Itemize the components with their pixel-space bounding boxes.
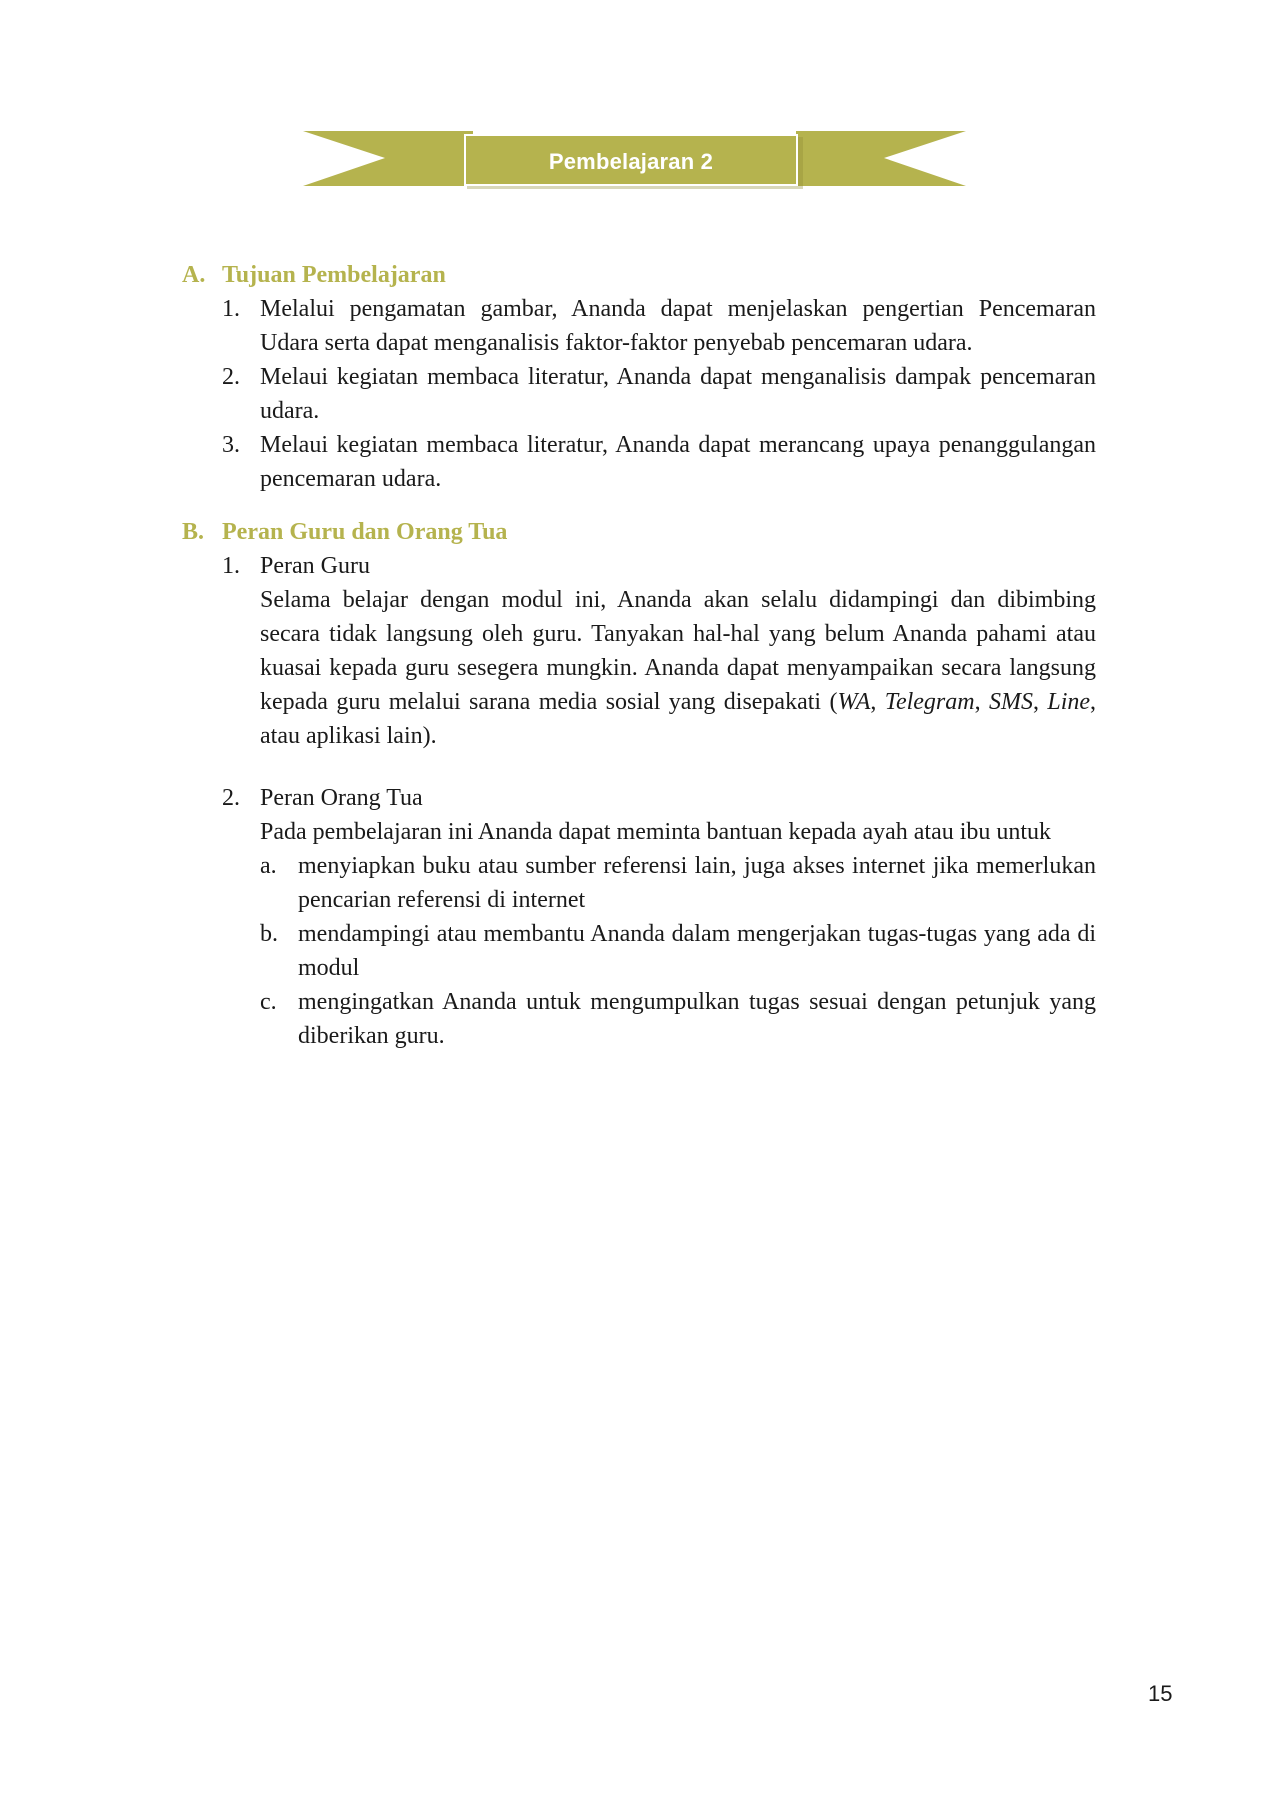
section-b-title: Peran Guru dan Orang Tua	[222, 519, 508, 545]
sub-list-letter: a.	[260, 853, 277, 879]
list-number: 1.	[222, 553, 240, 579]
sub-list-text: mendampingi atau membantu Ananda dalam mengerjakan tugas-tugas yang ada di modul	[298, 921, 1096, 981]
peran-ortu-title: Peran Orang Tua	[260, 785, 423, 811]
sub-list-item	[260, 917, 1096, 985]
page-number: 15	[1148, 1681, 1173, 1706]
list-text: Melaui kegiatan membaca literatur, Ananda dapat merancang upaya penanggulangan pencemaran udara.	[260, 432, 1096, 492]
section-b-heading	[182, 515, 1096, 549]
guru-para-text: Selama belajar dengan modul ini, Ananda akan selalu didampingi dan dibimbing secara tidak langsung oleh guru. Tanyakan hal-hal yang belum Ananda pahami atau kuasai kepada guru sesegera mungkin. Ananda dapat menyampaikan secara langsung kepada guru melalui sarana media sosial yang disepakati (	[260, 587, 1096, 715]
list-item	[222, 292, 1096, 360]
app-name: Line	[1047, 689, 1091, 715]
list-item	[222, 428, 1096, 496]
list-number: 1.	[222, 296, 240, 322]
section-b-marker: B.	[182, 519, 205, 545]
objectives-list	[182, 292, 1096, 496]
list-number: 3.	[222, 432, 240, 458]
peran-guru-title: Peran Guru	[260, 553, 370, 579]
peran-guru-item	[222, 549, 1096, 753]
peran-ortu-item	[222, 781, 1096, 1053]
section-a-heading	[182, 258, 1096, 292]
section-a-marker: A.	[182, 262, 206, 288]
sub-list-item	[260, 985, 1096, 1053]
guru-para-end: , atau aplikasi lain).	[260, 689, 1097, 749]
list-text: Melalui pengamatan gambar, Ananda dapat menjelaskan pengertian Pencemaran Udara serta dapat menganalisis faktor-faktor penyebab pencemaran udara.	[260, 296, 1096, 356]
app-name: Telegram	[884, 689, 975, 715]
sub-list-text: menyiapkan buku atau sumber referensi lain, juga akses internet jika memerlukan pencarian referensi di internet	[298, 853, 1096, 913]
ribbon-left-tail	[303, 131, 473, 186]
sub-list-item	[260, 849, 1096, 917]
peran-ortu-intro: Pada pembelajaran ini Ananda dapat meminta bantuan kepada ayah atau ibu untuk	[260, 819, 1052, 845]
app-name: SMS	[988, 689, 1033, 715]
separator: ,	[974, 689, 989, 715]
peran-guru-body	[260, 549, 1096, 753]
app-name: WA	[837, 689, 871, 715]
separator: ,	[870, 689, 885, 715]
sub-list-text: mengingatkan Ananda untuk mengumpulkan tugas sesuai dengan petunjuk yang diberikan guru.	[298, 989, 1096, 1049]
banner-title: Pembelajaran 2	[548, 149, 714, 174]
main-content	[182, 258, 1096, 1053]
list-item	[222, 360, 1096, 428]
peran-guru-paragraph	[260, 583, 1096, 753]
list-text: Melaui kegiatan membaca literatur, Ananda dapat menganalisis dampak pencemaran udara.	[260, 364, 1096, 424]
ribbon-right-tail	[796, 131, 966, 186]
sub-list-letter: b.	[260, 921, 278, 947]
section-banner	[303, 128, 966, 194]
sub-list-letter: c.	[260, 989, 277, 1015]
section-a-title: Tujuan Pembelajaran	[222, 262, 446, 288]
list-number: 2.	[222, 785, 240, 811]
separator: ,	[1032, 689, 1048, 715]
peran-ortu-body	[260, 781, 1096, 1053]
list-number: 2.	[222, 364, 240, 390]
